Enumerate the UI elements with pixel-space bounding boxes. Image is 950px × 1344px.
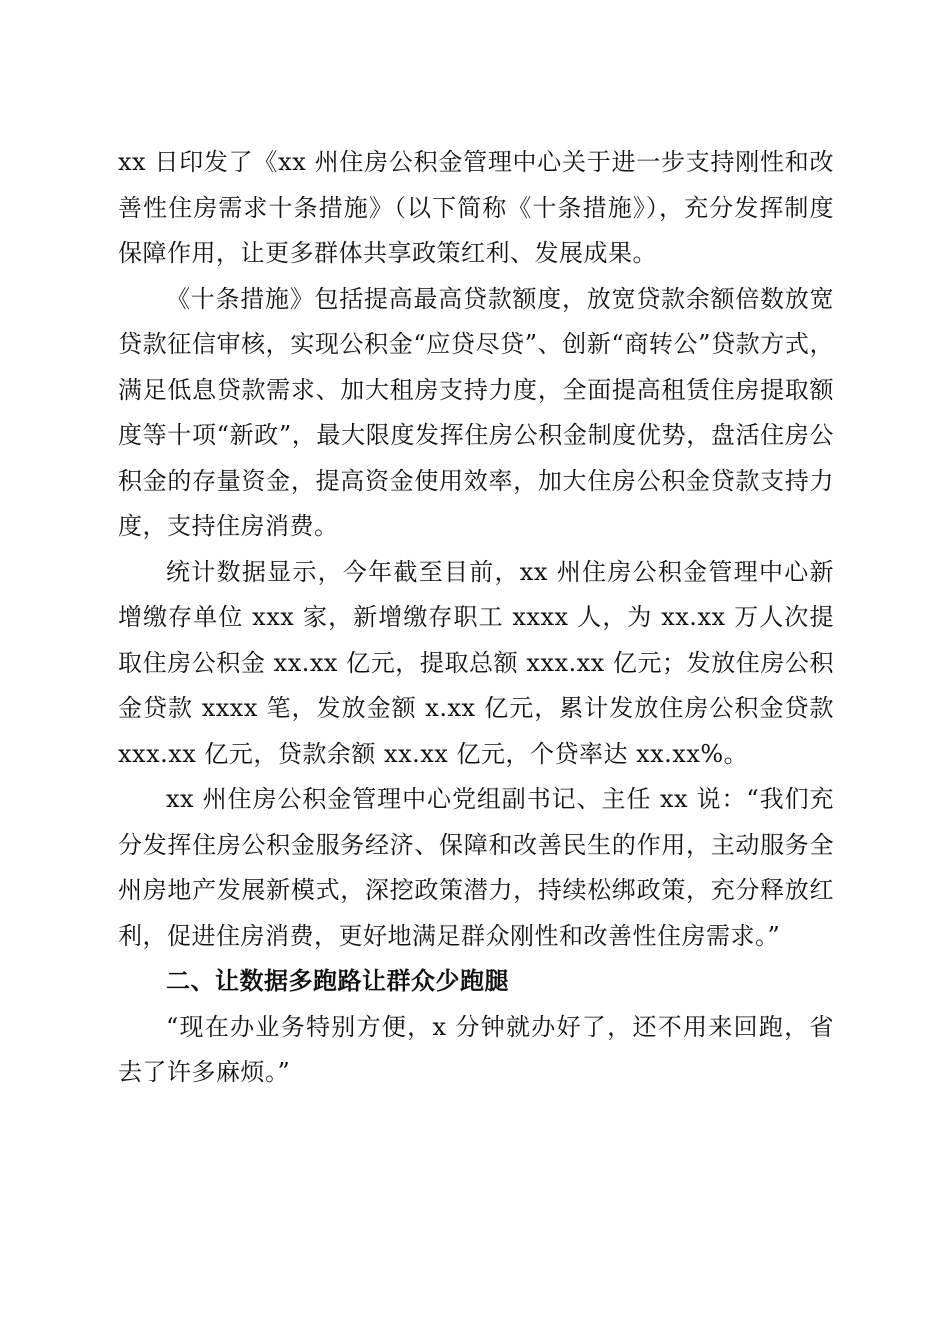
- paragraph-citizen-quote: “现在办业务特别方便，x 分钟就办好了，还不用来回跑，省去了许多麻烦。”: [118, 1012, 834, 1086]
- paragraph-continued: xx 日印发了《xx 州住房公积金管理中心关于进一步支持刚性和改善性住房需求十条措施》（以下简称《十条措施》），充分发挥制度保障作用，让更多群体共享政策红利、发展成果。: [118, 148, 834, 267]
- section-heading: 二、让数据多跑路让群众少跑腿: [166, 967, 509, 995]
- paragraph-director-quote: xx 州住房公积金管理中心党组副书记、主任 xx 说：“我们充分发挥住房公积金服务经济、保障和改善民生的作用，主动服务全州房地产发展新模式，深挖政策潜力，持续松绑政策，充分释放红利，促进住房消费，更好地满足群众刚性和改善性住房需求。”: [118, 785, 834, 950]
- document-body: [118, 140, 834, 1096]
- paragraph-statistics: 统计数据显示，今年截至目前，xx 州住房公积金管理中心新增缴存单位 xxx 家，新增缴存职工 xxxx 人，为 xx.xx 万人次提取住房公积金 xx.xx 亿元，提取总额 xxx.xx 亿元；发放住房公积金贷款 xxxx 笔，发放金额 x.xx 亿元，累计发放住房公积金贷款 xxx.xx 亿元，贷款余额 xx.xx 亿元，个贷率达 xx.xx%。: [118, 557, 834, 768]
- paragraph-ten-measures: 《十条措施》包括提高最高贷款额度，放宽贷款余额倍数放宽贷款征信审核，实现公积金“应贷尽贷”、创新“商转公”贷款方式，满足低息贷款需求、加大租房支持力度，全面提高租赁住房提取额度等十项“新政”，最大限度发挥住房公积金制度优势，盘活住房公积金的存量资金，提高资金使用效率，加大住房公积金贷款支持力度，支持住房消费。: [118, 284, 834, 540]
